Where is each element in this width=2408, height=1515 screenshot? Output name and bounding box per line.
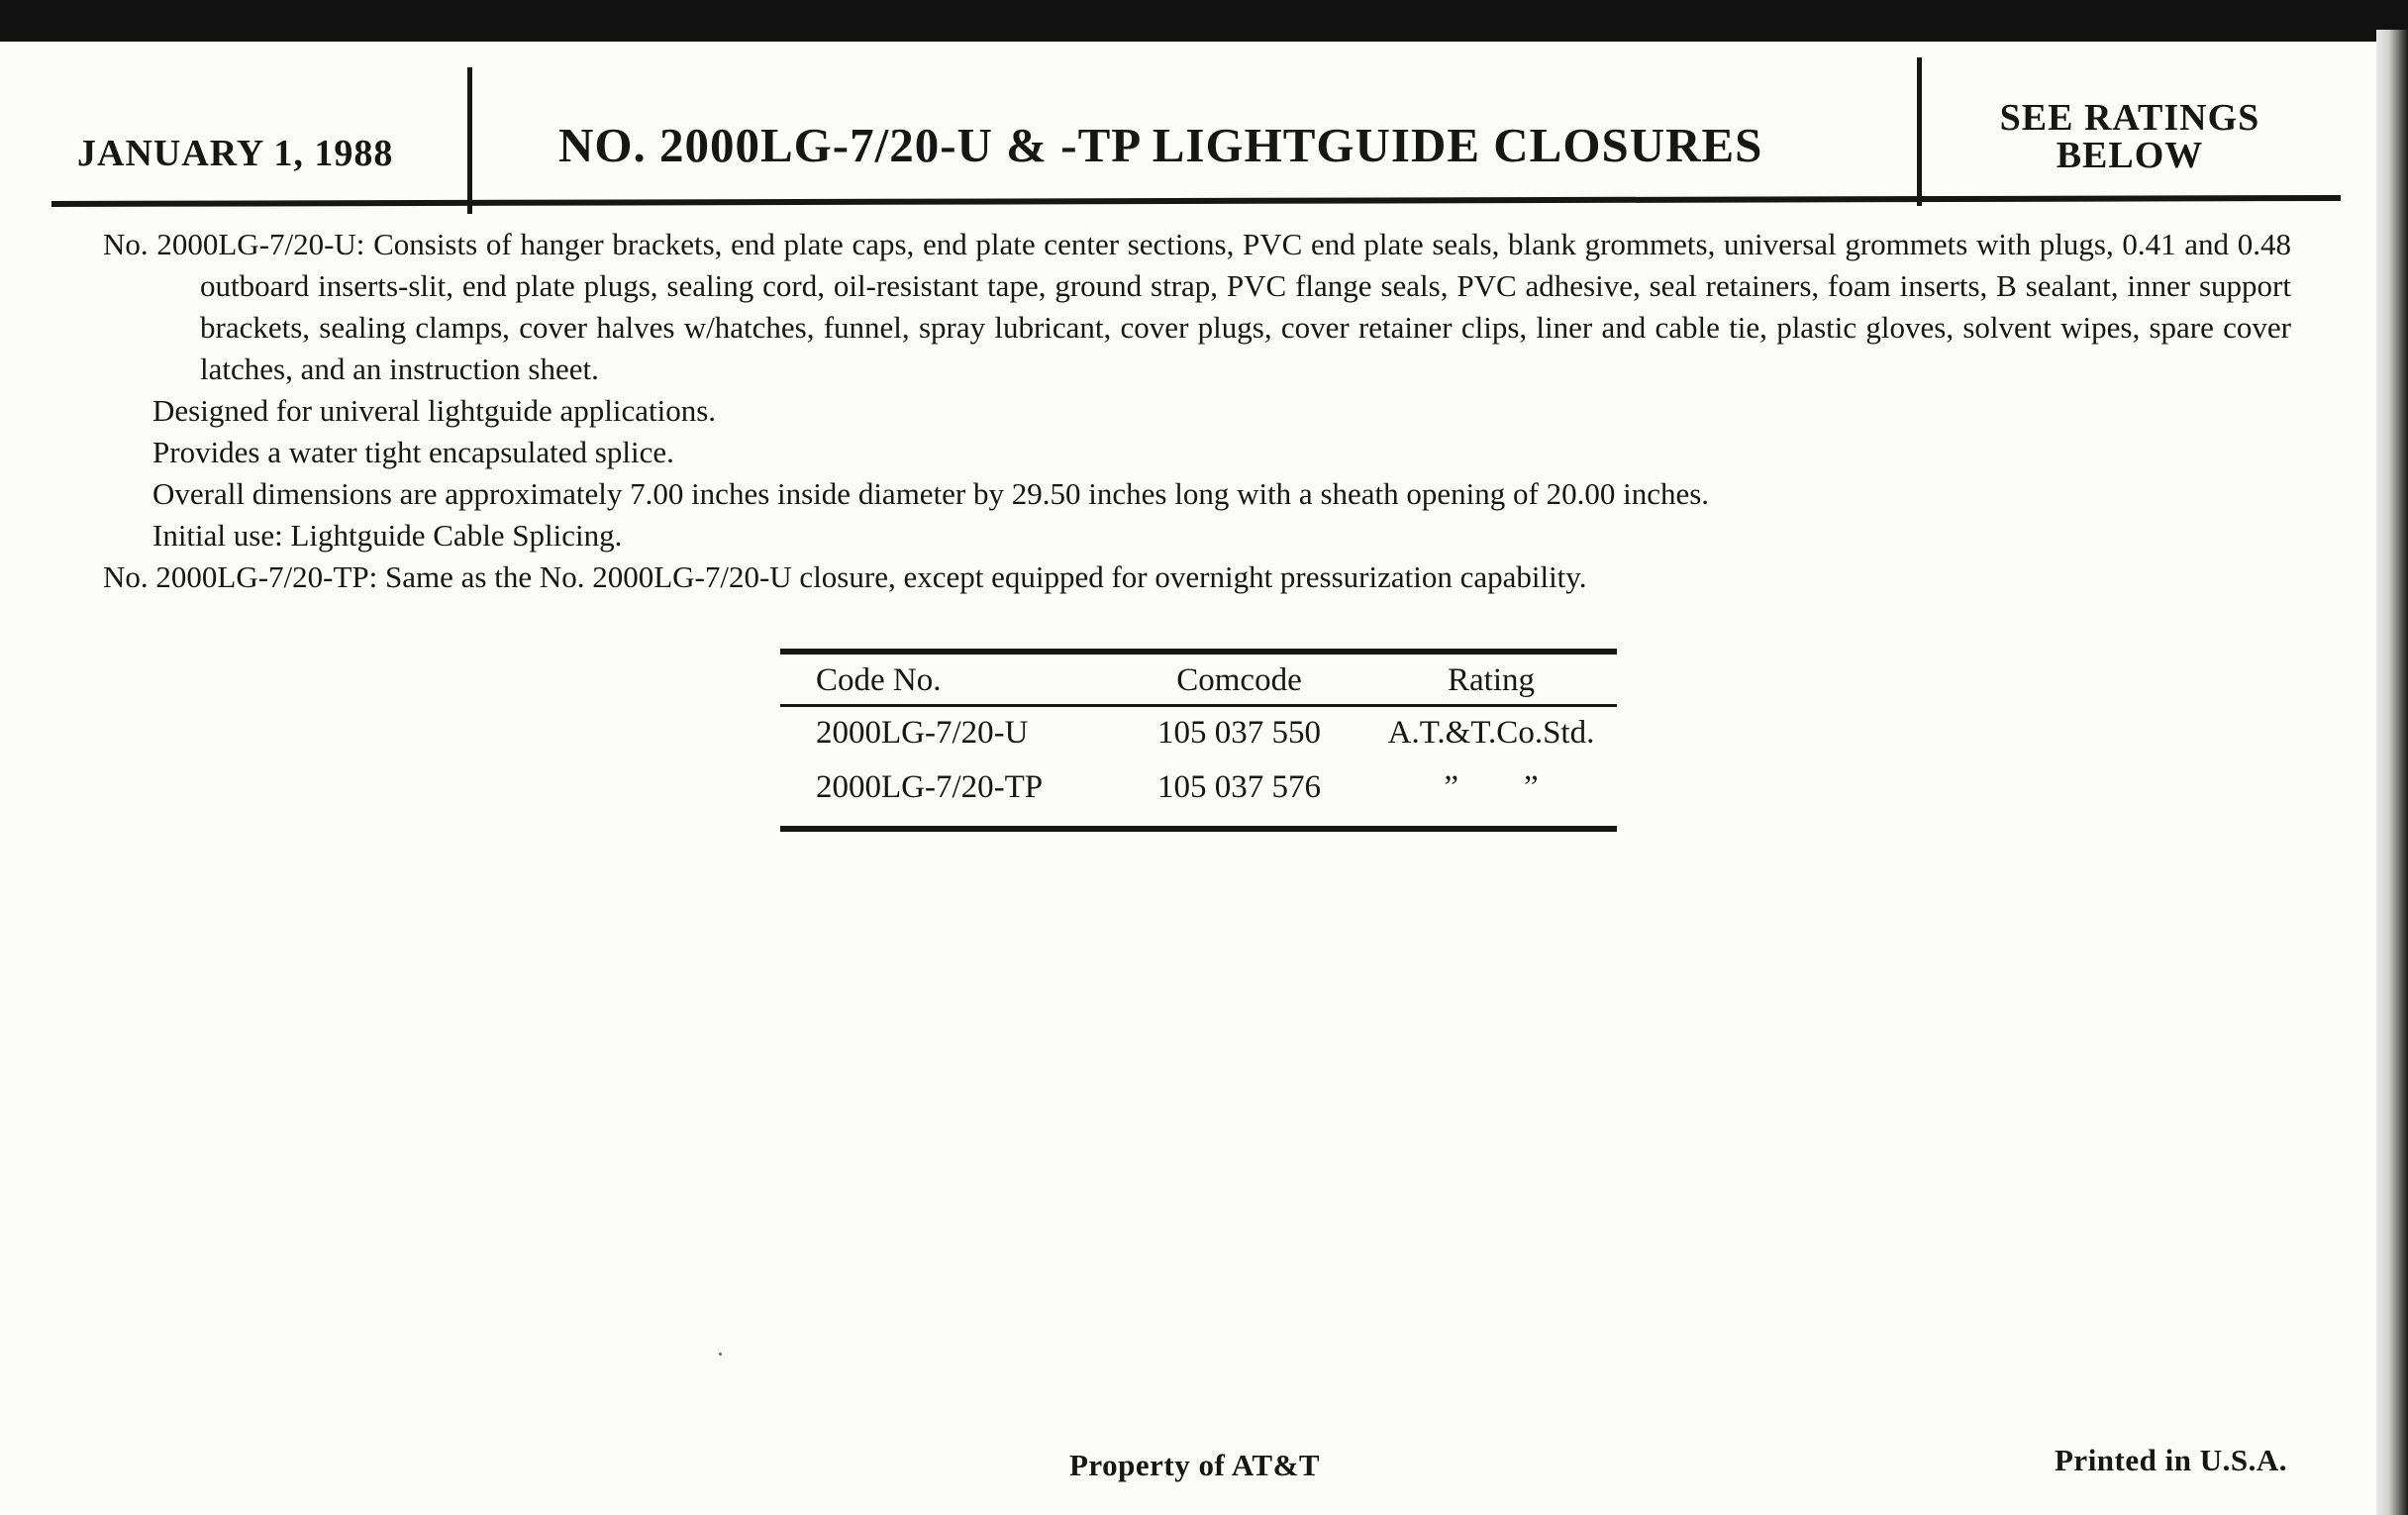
column-header-code-no: Code No. — [780, 652, 1113, 706]
cell-code-no: 2000LG-7/20-U — [816, 715, 1029, 751]
cell-code-no: 2000LG-7/20-TP — [816, 769, 1044, 805]
description-body — [103, 224, 2291, 598]
column-header-comcode: Comcode — [1113, 652, 1365, 706]
table-row — [780, 706, 1617, 762]
cell-rating: A.T.&T.Co.Std. — [1387, 715, 1595, 751]
code-table — [780, 649, 1617, 832]
description-tp-closure: No. 2000LG-7/20-TP: Same as the No. 2000LG-7/20-U closure, except equipped for overnight pressurization capability. — [103, 559, 1587, 594]
header-divider-right — [1917, 57, 1922, 206]
rating-note — [1966, 99, 2293, 174]
footer-printed: Printed in U.S.A. — [2055, 1443, 2287, 1477]
rating-note-line2: BELOW — [2056, 135, 2204, 176]
cell-rating: ” ” — [1444, 769, 1539, 805]
issue-date: JANUARY 1, 1988 — [77, 133, 394, 174]
card-edge-shadow — [2376, 30, 2408, 1515]
description-splice: Provides a water tight encapsulated splice. — [152, 435, 674, 469]
paper-speck — [719, 1353, 722, 1356]
description-initial-use: Initial use: Lightguide Cable Splicing. — [152, 518, 623, 553]
page-title: NO. 2000LG-7/20-U & -TP LIGHTGUIDE CLOSURES — [558, 118, 1763, 172]
table-row — [780, 761, 1617, 829]
rating-note-line1: SEE RATINGS — [1999, 97, 2260, 139]
footer-property: Property of AT&T — [1069, 1448, 1321, 1482]
cell-comcode: 105 037 550 — [1157, 715, 1321, 751]
header-divider-left — [467, 67, 472, 214]
description-application: Designed for univeral lightguide applications. — [152, 393, 717, 428]
cell-comcode: 105 037 576 — [1157, 769, 1321, 805]
table-header-row — [780, 652, 1617, 706]
description-dimensions: Overall dimensions are approximately 7.00 inches inside diameter by 29.50 inches long with a sheath opening of 20.00 inches. — [152, 476, 1710, 511]
column-header-rating: Rating — [1365, 652, 1617, 706]
description-u-closure: No. 2000LG-7/20-U: Consists of hanger brackets, end plate caps, end plate center sections, PVC end plate seals, blank grommets, universal grommets with plugs, 0.41 and 0.48 outboard inserts-slit, end plate plugs, sealing cord, oil-resistant tape, ground strap, PVC flange seals, PVC adhesive, seal retainers, foam inserts, B sealant, inner support brackets, sealing clamps, cover halves w/hatches, funnel, spray lubricant, cover plugs, cover retainer clips, liner and cable tie, plastic gloves, solvent wipes, spare cover latches, and an instruction sheet. — [103, 227, 2291, 386]
